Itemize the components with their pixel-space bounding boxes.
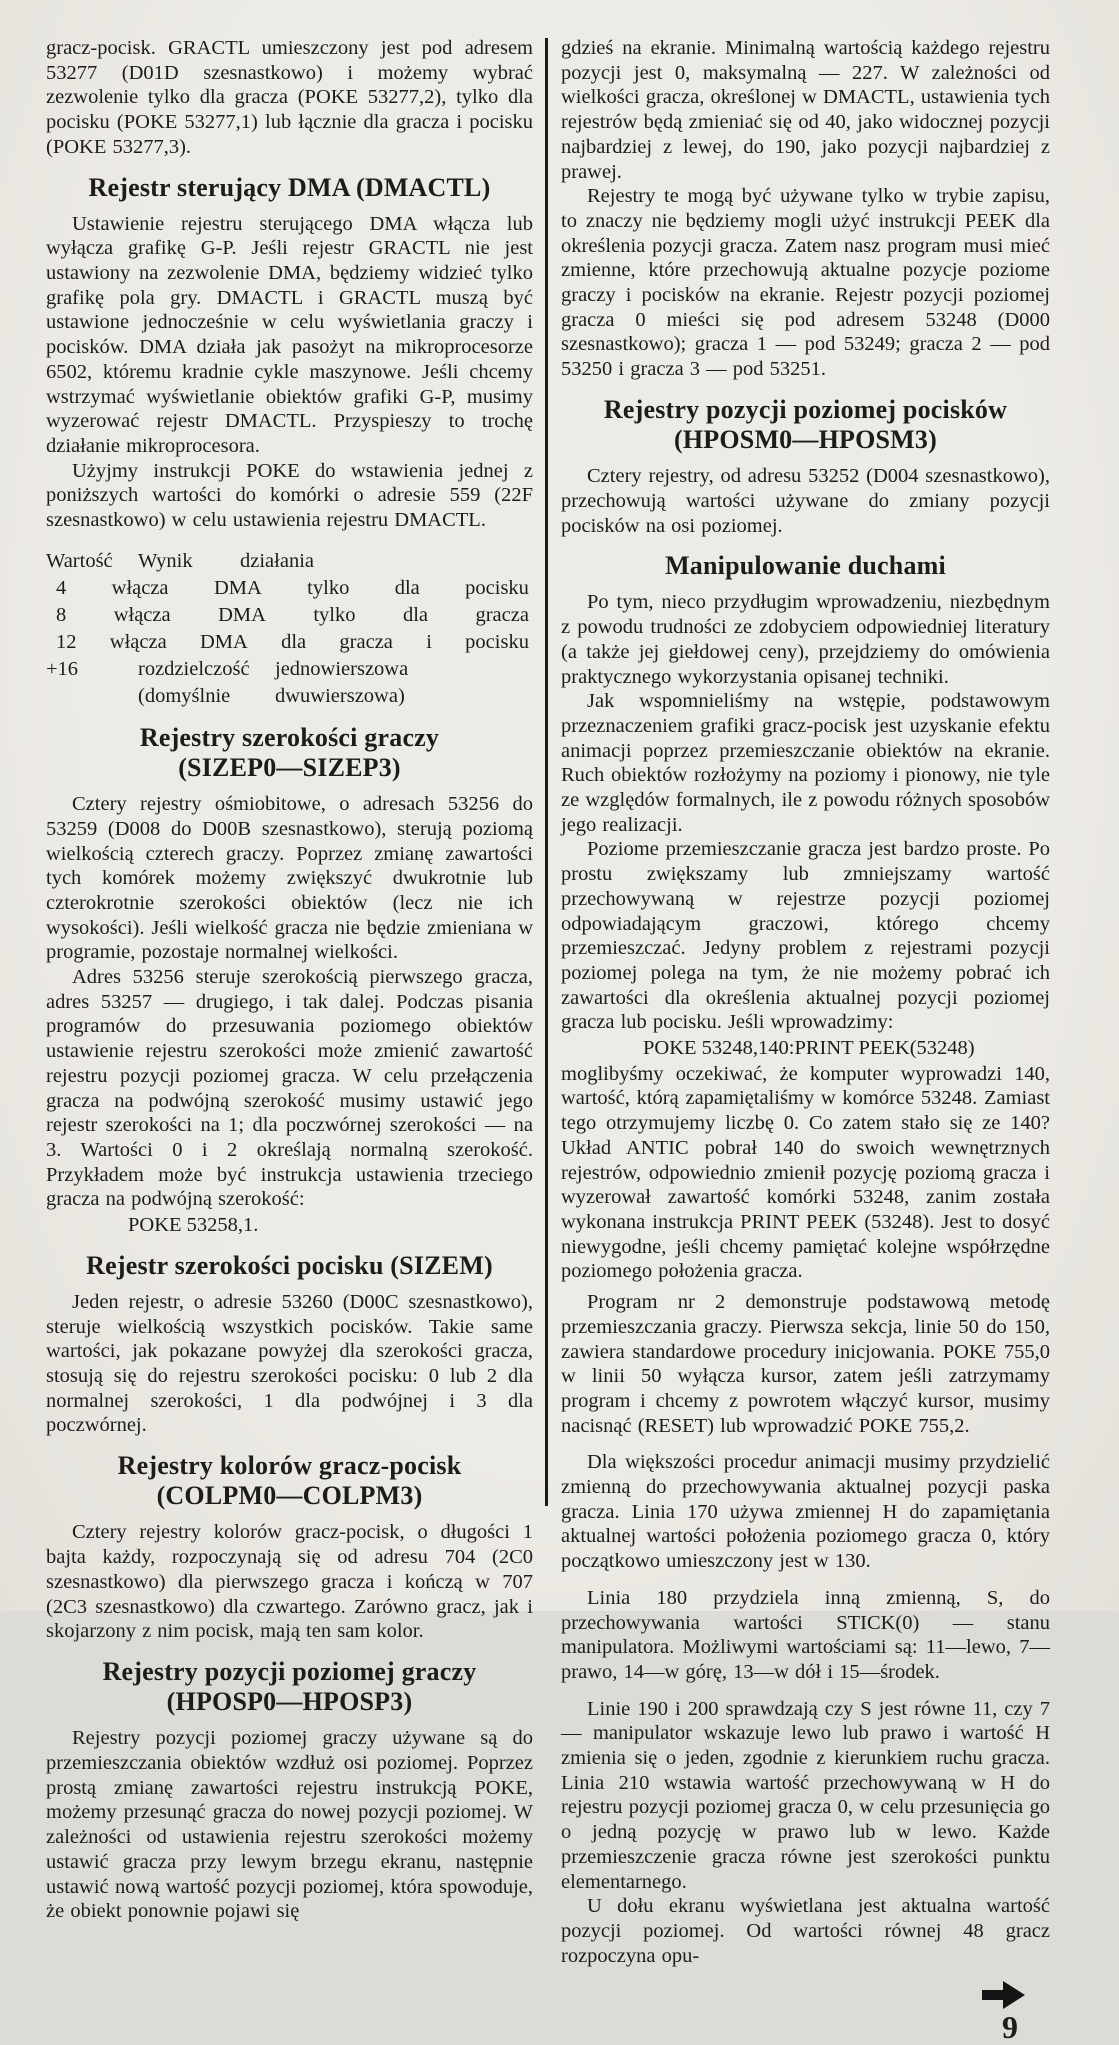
table-cell: tylko xyxy=(313,603,356,626)
heading-line: Rejestry pozycji poziomej graczy xyxy=(102,1656,477,1686)
paragraph: Adres 53256 steruje szerokością pierwszego gracza, adres 53257 — drugiego, i tak dalej. Podczas pisania programów do przesuwania poziomego obiektów ustawienie rejestru szerokości może zmienić zawartość rejestru pozycji poziomej gracza. W celu przełączenia gracza na podwójną szerokość musimy ustawić jego rejestr szerokości na 1; dla poczwórnej szerokości — na 3. Wartości 0 i 2 określają normalną szerokość. Przykładem może być instrukcja ustawienia trzeciego gracza na podwójną szerokość: xyxy=(46,966,533,1211)
table-row xyxy=(46,629,533,656)
section-heading-sizep xyxy=(46,723,533,783)
paragraph: Rejestry pozycji poziomej graczy używane są do przemieszczania obiektów wzdłuż osi poziomej. Poprzez prostą zmianę zawartości rejestru instrukcją POKE, możemy przesunąć gracza do nowej pozycji poziomej. W zależności od ustawienia rejestru szerokości możemy ustawić gracza przy lewym brzegu ekranu, następnie ustawić nową wartość pozycji poziomej, która spowoduje, że obiekt ponownie pojawi się xyxy=(46,1727,533,1923)
dmactl-values-table xyxy=(46,548,533,710)
paragraph: Rejestry te mogą być używane tylko w trybie zapisu, to znaczy nie będziemy mogli użyć instrukcji PEEK dla określenia pozycji gracza. Zatem nasz program musi mieć zmienne, które przechowują aktualne pozycje poziome graczy i pocisków na ekranie. Rejestr pozycji poziomej gracza 0 mieści się pod adresem 53248 (D000 szesnastkowo); gracza 1 — pod 53249; gracza 2 — pod 53250 i gracza 3 — pod 53251. xyxy=(561,185,1050,381)
paragraph: Jak wspomnieliśmy na wstępie, podstawowym przeznaczeniem grafiki gracz-pocisk jest uzyskanie efektu animacji poprzez przemieszczanie obiektów na ekranie. Ruch obiektów rozłożymy na poziomy i pionowy, nie tyle ze względów formalnych, ile z powodu różnych sposobów jego realizacji. xyxy=(561,690,1050,836)
table-cell: 12 xyxy=(56,630,77,653)
paragraph: Program nr 2 demonstruje podstawową metodę przemieszczania graczy. Pierwsza sekcja, linie 50 do 150, zawiera standardowe procedury inicjowania. POKE 755,0 w linii 50 wyłącza kursor, zatem jeśli zatrzymamy program i chcemy z powrotem włączyć kursor, musimy nacisnąć (RESET) lub wprowadzić POKE 755,2. xyxy=(561,1291,1050,1437)
table-cell: gracza xyxy=(339,630,393,653)
paragraph: Użyjmy instrukcji POKE do wstawienia jednej z poniższych wartości do komórki o adresie 559 (22F szesnastkowo) w celu ustawienia rejestru DMACTL. xyxy=(46,459,533,532)
paragraph: gracz-pocisk. GRACTL umieszczony jest pod adresem 53277 (D01D szesnastkowo) i możemy wybrać zezwolenie tylko dla gracza (POKE 53277,2), tylko dla pocisku (POKE 53277,1) lub łącznie dla gracza i pocisku (POKE 53277,3). xyxy=(46,37,533,158)
section-heading-hposm xyxy=(561,395,1050,455)
table-cell: DMA xyxy=(199,630,248,653)
table-cell: pocisku xyxy=(465,630,529,653)
table-cell: dla xyxy=(402,603,429,626)
table-cell: +16 xyxy=(46,657,79,680)
table-row xyxy=(46,575,533,602)
heading-line: Rejestr sterujący DMA (DMACTL) xyxy=(88,172,491,202)
table-cell: 8 xyxy=(56,603,67,626)
paragraph: Linia 180 przydziela inną zmienną, S, do przechowywania wartości STICK(0) — stanu manipulatora. Możliwymi wartościami są: 11—lewo, 7—prawo, 14—w górę, 13—w dół i 15—środek. xyxy=(561,1586,1050,1683)
table-cell: dwuwierszowa) xyxy=(275,684,405,707)
section-heading-sizem xyxy=(46,1251,533,1281)
paragraph: U dołu ekranu wyświetlana jest aktualna wartość pozycji poziomej. Od wartości równej 48 gracz rozpoczyna opu- xyxy=(561,1895,1050,1967)
table-cell: (domyślnie xyxy=(138,684,231,707)
table-header-cell: Wartość xyxy=(46,549,113,572)
paragraph: Jeden rejestr, o adresie 53260 (D00C szesnastkowo), steruje wielkością wszystkich pocisków. Takie same wartości, jak pokazane powyżej dla szerokości gracza, stosują się do rejestru szerokości pocisku: 0 lub 2 dla normalnej szerokości, 1 dla podwójnej i 3 dla poczwórnej. xyxy=(46,1290,533,1437)
table-cell: gracza xyxy=(475,603,529,626)
table-cell: dla xyxy=(281,630,307,653)
paragraph: gdzieś na ekranie. Minimalną wartością każdego rejestru pozycji jest 0, maksymalną — 227. W zależności od wielkości gracza, określonej w DMACTL, ustawienia tych rejestrów będą zmieniać się od 40, jako widocznej pozycji najbardziej z lewej, do 190, jako pozycji najbardziej z prawej. xyxy=(561,37,1050,183)
section-heading-hposp xyxy=(46,1657,533,1717)
table-cell: włącza xyxy=(113,603,171,626)
table-cell: dla xyxy=(394,576,420,599)
section-heading-colpm xyxy=(46,1451,533,1511)
table-row xyxy=(46,656,533,683)
paragraph: Dla większości procedur animacji musimy przydzielić zmienną do przechowywania aktualnej pozycji paska gracza. Linia 170 używa zmiennej H do zapamiętania aktualnej wartości położenia poziomego gracza 0, który początkowo umieszczony jest w 130. xyxy=(561,1451,1050,1573)
heading-line: (SIZEP0—SIZEP3) xyxy=(178,752,401,782)
continued-arrow-icon xyxy=(982,1980,1026,2010)
paragraph: Cztery rejestry, od adresu 53252 (D004 szesnastkowo), przechowują wartości używane do zmiany pozycji pocisków na osi poziomej. xyxy=(561,465,1050,537)
section-heading-ghosts xyxy=(561,551,1050,581)
table-cell: pocisku xyxy=(465,576,529,599)
left-column xyxy=(46,36,533,1924)
column-divider xyxy=(545,38,548,1506)
table-row xyxy=(46,683,533,710)
table-cell: DMA xyxy=(218,603,266,626)
right-column xyxy=(561,36,1050,2043)
paragraph: Ustawienie rejestru sterującego DMA włącza lub wyłącza grafikę G-P. Jeśli rejestr GRACTL nie jest ustawiony na zezwolenie DMA, będziemy widzieć tylko grafikę pola gry. DMACTL i GRACTL muszą być ustawione jednocześnie w celu wyświetlania graczy i pocisków. DMA działa jak pasożyt na mikroprocesorze 6502, któremu kradnie cykle maszynowe. Jeśli chcemy wstrzymać wyświetlanie obiektów grafiki G-P, musimy wyzerować rejestr DMACTL. Przyspieszy to trochę działanie mikroprocesora. xyxy=(46,212,533,457)
heading-line: Rejestry pozycji poziomej pocisków xyxy=(603,394,1008,424)
heading-line: (COLPM0—COLPM3) xyxy=(156,1481,423,1511)
heading-line: Rejestry kolorów gracz-pocisk xyxy=(117,1451,462,1481)
table-cell: rozdzielczość xyxy=(138,657,250,680)
paragraph: Cztery rejestry ośmiobitowe, o adresach 53256 do 53259 (D008 do D00B szesnastkowo), sterują poziomą wielkością czterech graczy. Poprzez zmianę zawartości tych komórek możemy zwiększyć dwukrotnie lub czterokrotnie szerokości obiektów (lecz nie ich wysokości). Jeśli wielkość gracza nie będzie zmieniana w programie, pozostaje normalnej wielkości. xyxy=(46,793,533,964)
table-cell: jednowierszowa xyxy=(275,657,409,680)
paragraph: Cztery rejestry kolorów gracz-pocisk, o długości 1 bajta każdy, rozpoczynają się od adresu 704 (2C0 szesnastkowo) dla pierwszego gracza i kończą w 707 (2C3 szesnastkowo) dla czwartego. Zarówno gracz, jak i skojarzony z nim pocisk, mają ten sam kolor. xyxy=(46,1521,533,1643)
two-column-layout xyxy=(46,36,1069,2043)
paragraph: Poziome przemieszczanie gracza jest bardzo proste. Po prostu zwiększamy lub zmniejszamy wartość przechowywaną w rejestrze pozycji poziomej odpowiadającym graczowi, którego chcemy przemieszczać. Jedyny problem z rejestrami pozycji poziomej polega na tym, że nie możemy pobrać ich zawartości dla określenia aktualnej pozycji poziomej gracza lub pocisku. Jeśli wprowadzimy: xyxy=(561,838,1050,1034)
table-cell: i xyxy=(426,630,432,653)
code-line: POKE 53248,140:PRINT PEEK(53248) xyxy=(643,1037,975,1060)
heading-line: (HPOSM0—HPOSM3) xyxy=(674,425,937,454)
table-header-cell: działania xyxy=(240,549,314,572)
table-cell: DMA xyxy=(213,576,262,599)
table-cell: włącza xyxy=(109,630,167,653)
code-line: POKE 53258,1. xyxy=(128,1214,259,1237)
page-footer xyxy=(561,1980,1050,2043)
paragraph: moglibyśmy oczekiwać, że komputer wyprowadzi 140, wartość, którą zapamiętaliśmy w komórce 53248. Zamiast tego otrzymujemy liczbę 0. Co zatem stało się ze 140? Układ ANTIC pobrał 140 do swoich wewnętrznych rejestrów, odpowiednio zmienił pozycję poziomą gracza i wyzerował zawartość komórki 53248, zanim została wykonana instrukcja PRINT PEEK (53248). Jest to dosyć niewygodne, jeśli chcemy pamiętać kolejne współrzędne poziomego położenia gracza. xyxy=(561,1062,1050,1283)
heading-line: Rejestr szerokości pocisku (SIZEM) xyxy=(86,1250,493,1280)
page-number: 9 xyxy=(1002,2009,1018,2045)
paragraph: Po tym, nieco przydługim wprowadzeniu, niezbędnym z powodu trudności ze zdobyciem odpowiedniej literatury (a także jej giełdowej ceny), przejdziemy do omówienia praktycznego wykorzystania opisanej techniki. xyxy=(561,591,1050,688)
section-heading-dmactl xyxy=(46,173,533,203)
table-header-cell: Wynik xyxy=(138,549,193,572)
table-cell: 4 xyxy=(56,576,67,599)
heading-line: (HPOSP0—HPOSP3) xyxy=(166,1687,413,1717)
table-row xyxy=(46,602,533,629)
heading-line: Rejestry szerokości graczy xyxy=(139,722,440,752)
paragraph: Linie 190 i 200 sprawdzają czy S jest równe 11, czy 7 — manipulator wskazuje lewo lub prawo i wartość H zmienia się o jeden, zgodnie z kierunkiem ruchu gracza. Linia 210 wstawia wartość przechowywaną w H do rejestru pozycji poziomej gracza 0, w celu przesunięcia go o jedną pozycję w prawo lub w lewo. Każde przemieszczenie gracza równe jest szerokości punktu elementarnego. xyxy=(561,1697,1050,1893)
table-cell: włącza xyxy=(111,576,169,599)
table-cell: tylko xyxy=(307,576,350,599)
table-header-row xyxy=(46,548,533,575)
heading-line: Manipulowanie duchami xyxy=(665,551,946,581)
table-cell xyxy=(46,683,138,710)
